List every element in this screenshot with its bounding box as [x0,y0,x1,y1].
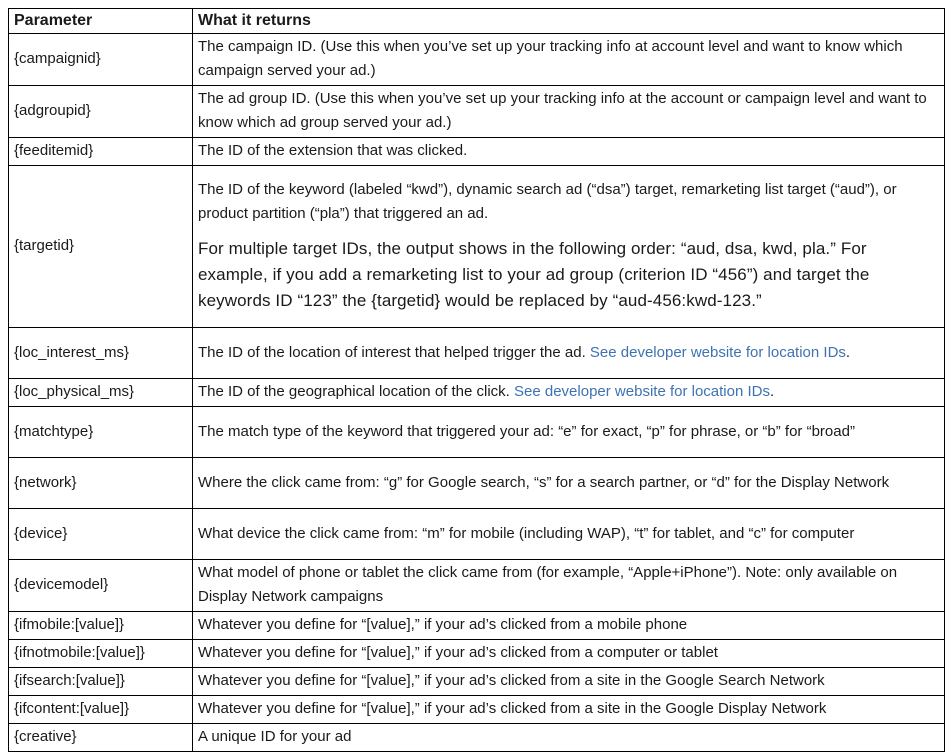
description-cell: The match type of the keyword that triggered your ad: “e” for exact, “p” for phrase, or “b” for “broad” [193,407,945,458]
table-row [9,560,945,612]
param-cell: {creative} [9,724,193,752]
param-cell: {devicemodel} [9,560,193,612]
description-cell: What device the click came from: “m” for mobile (including WAP), “t” for tablet, and “c” for computer [193,509,945,560]
description-cell: Whatever you define for “[value],” if your ad’s clicked from a computer or tablet [193,640,945,668]
developer-website-link[interactable]: See developer website for location IDs [589,343,846,361]
description-text: The ID of the keyword (labeled “kwd”), dynamic search ad (“dsa”) target, remarketing list target (“aud”), or product partition (“pla”) that triggered an ad. [198,181,897,222]
description-cell: A unique ID for your ad [193,724,945,752]
table-row [9,407,945,458]
table-row [9,328,945,379]
description-cell: Whatever you define for “[value],” if your ad’s clicked from a mobile phone [193,612,945,640]
description-cell: The ad group ID. (Use this when you’ve set up your tracking info at the account or campaign level and want to know which ad group served your ad.) [193,86,945,138]
table-row [9,34,945,86]
description-cell [193,379,945,407]
description-text: The ID of the geographical location of the click. [198,383,510,400]
param-cell: {network} [9,458,193,509]
param-cell: {loc_interest_ms} [9,328,193,379]
description-cell [193,166,945,328]
description-end: . [770,383,775,400]
param-cell: {adgroupid} [9,86,193,138]
description-end: . [845,343,851,361]
description-cell: Whatever you define for “[value],” if your ad’s clicked from a site in the Google Search Network [193,668,945,696]
param-cell: {campaignid} [9,34,193,86]
param-cell: {loc_physical_ms} [9,379,193,407]
header-parameter: Parameter [9,9,193,34]
description-cell [193,328,945,379]
table-row [9,458,945,509]
table-row [9,668,945,696]
description-cell: The ID of the extension that was clicked. [193,138,945,166]
parameters-table [8,8,945,752]
developer-website-link[interactable]: See developer website for location IDs [514,383,770,400]
param-cell: {targetid} [9,166,193,328]
param-cell: {ifmobile:[value]} [9,612,193,640]
description-cell: Where the click came from: “g” for Google search, “s” for a search partner, or “d” for the Display Network [193,458,945,509]
param-cell: {device} [9,509,193,560]
table-row [9,612,945,640]
table-row [9,696,945,724]
table-row [9,86,945,138]
param-cell: {ifnotmobile:[value]} [9,640,193,668]
table-row [9,640,945,668]
header-what-it-returns: What it returns [193,9,945,34]
description-cell: The campaign ID. (Use this when you’ve set up your tracking info at account level and want to know which campaign served your ad.) [193,34,945,86]
description-note: For multiple target IDs, the output shows in the following order: “aud, dsa, kwd, pla.” For example, if you add a remarketing list to your ad group (criterion ID “456”) and target the keywords ID “123” the {targetid} would be replaced by “aud-456:kwd-123.” [198,239,870,310]
table-row [9,166,945,328]
description-text: The ID of the location of interest that helped trigger the ad. [198,343,586,361]
table-row [9,724,945,752]
description-cell: Whatever you define for “[value],” if your ad’s clicked from a site in the Google Display Network [193,696,945,724]
table-row [9,509,945,560]
param-cell: {feeditemid} [9,138,193,166]
table-row [9,138,945,166]
param-cell: {ifsearch:[value]} [9,668,193,696]
param-cell: {ifcontent:[value]} [9,696,193,724]
param-cell: {matchtype} [9,407,193,458]
table-row [9,379,945,407]
description-cell: What model of phone or tablet the click came from (for example, “Apple+iPhone”). Note: only available on Display Network campaigns [193,560,945,612]
header-row [9,9,945,34]
